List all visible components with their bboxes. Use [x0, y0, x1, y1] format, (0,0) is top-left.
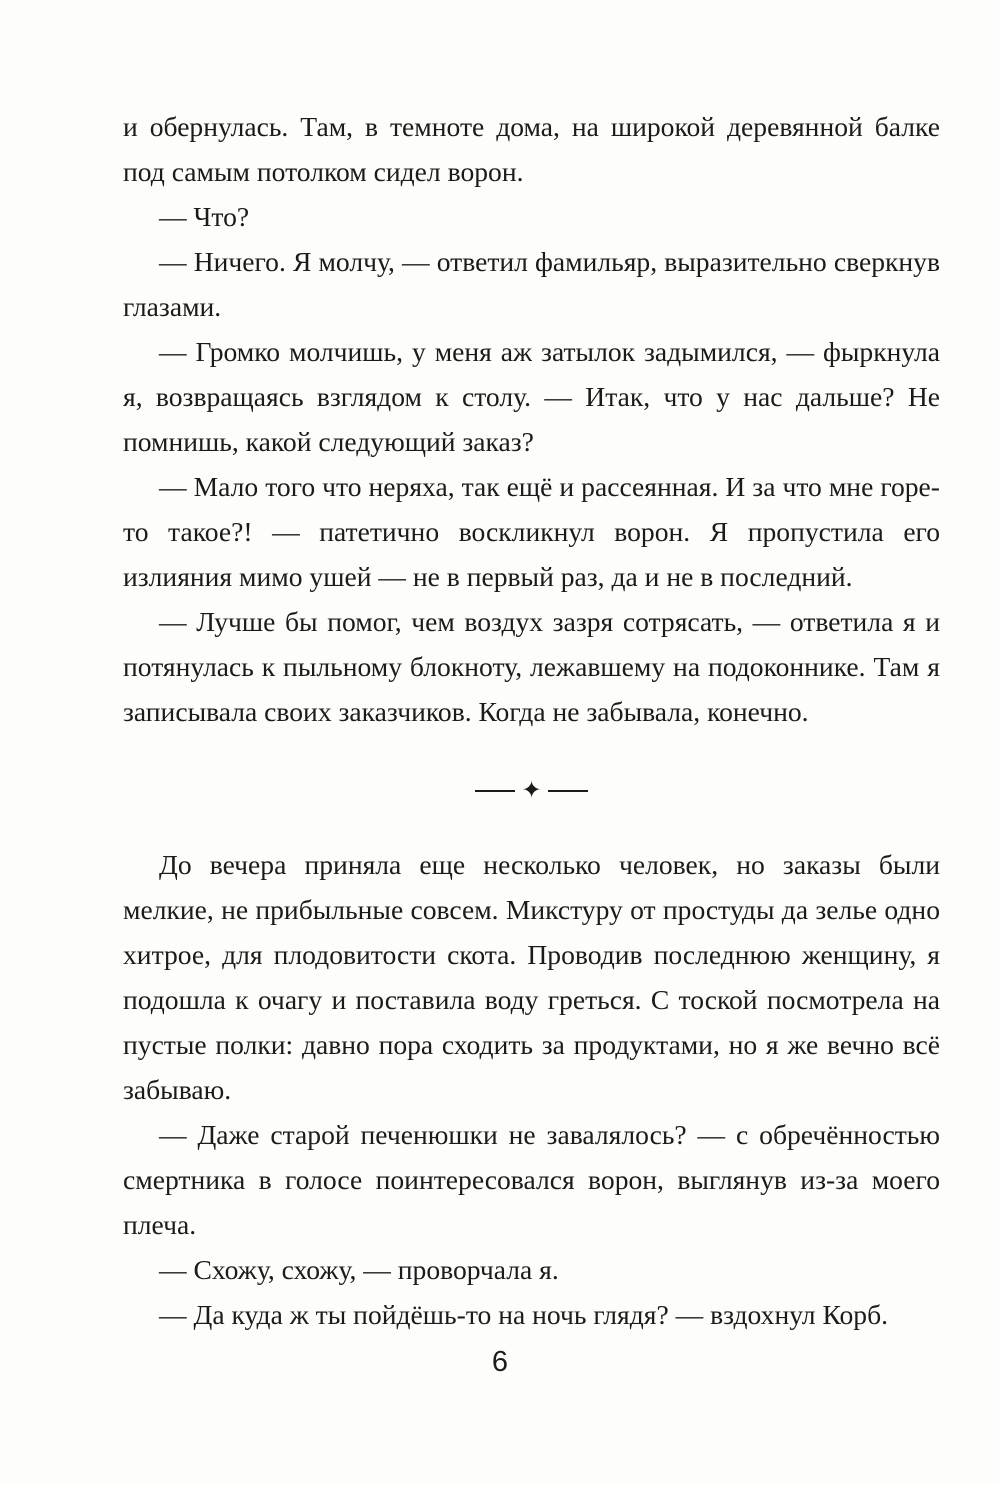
- separator-line-left: [475, 790, 515, 792]
- paragraph: — Мало того что неряха, так ещё и рассеянная. И за что мне горе-то такое?! — патетично воскликнул ворон. Я пропустила его излияния мимо ушей — не в первый раз, да и не в последний.: [123, 471, 940, 592]
- page-number: 6: [491, 1346, 509, 1378]
- paragraph: — Да куда ж ты пойдёшь-то на ночь глядя? — вздохнул Корб.: [159, 1299, 889, 1330]
- separator-line-right: [548, 790, 588, 792]
- scene-break: [123, 740, 940, 842]
- separator-star-icon: ✦: [521, 778, 542, 804]
- paragraph: — Громко молчишь, у меня аж затылок задымился, — фыркнула я, возвращаясь взглядом к столу. — Итак, что у нас дальше? Не помнишь, какой следующий заказ?: [123, 336, 940, 457]
- paragraph: — Что?: [159, 201, 250, 232]
- paragraph: и обернулась. Там, в темноте дома, на широкой деревянной балке под самым потолком сидел ворон.: [123, 111, 940, 187]
- page-body: [123, 104, 940, 1337]
- paragraph: — Лучше бы помог, чем воздух зазря сотрясать, — ответила я и потянулась к пыльному блокноту, лежавшему на подоконнике. Там я записывала своих заказчиков. Когда не забывала, конечно.: [123, 606, 940, 727]
- paragraph: — Даже старой печенюшки не завалялось? — с обречённостью смертника в голосе поинтересовался ворон, выглянув из-за моего плеча.: [123, 1119, 940, 1240]
- paragraph: — Схожу, схожу, — проворчала я.: [159, 1254, 559, 1285]
- paragraph: До вечера приняла еще несколько человек, но заказы были мелкие, не прибыльные совсем. Микстуру от простуды да зелье одно хитрое, для плодовитости скота. Проводив последнюю женщину, я подошла к очагу и поставила воду греться. С тоской посмотрела на пустые полки: давно пора сходить за продуктами, но я же вечно всё забываю.: [123, 849, 940, 1105]
- paragraph: — Ничего. Я молчу, — ответил фамильяр, выразительно сверкнув глазами.: [123, 246, 940, 322]
